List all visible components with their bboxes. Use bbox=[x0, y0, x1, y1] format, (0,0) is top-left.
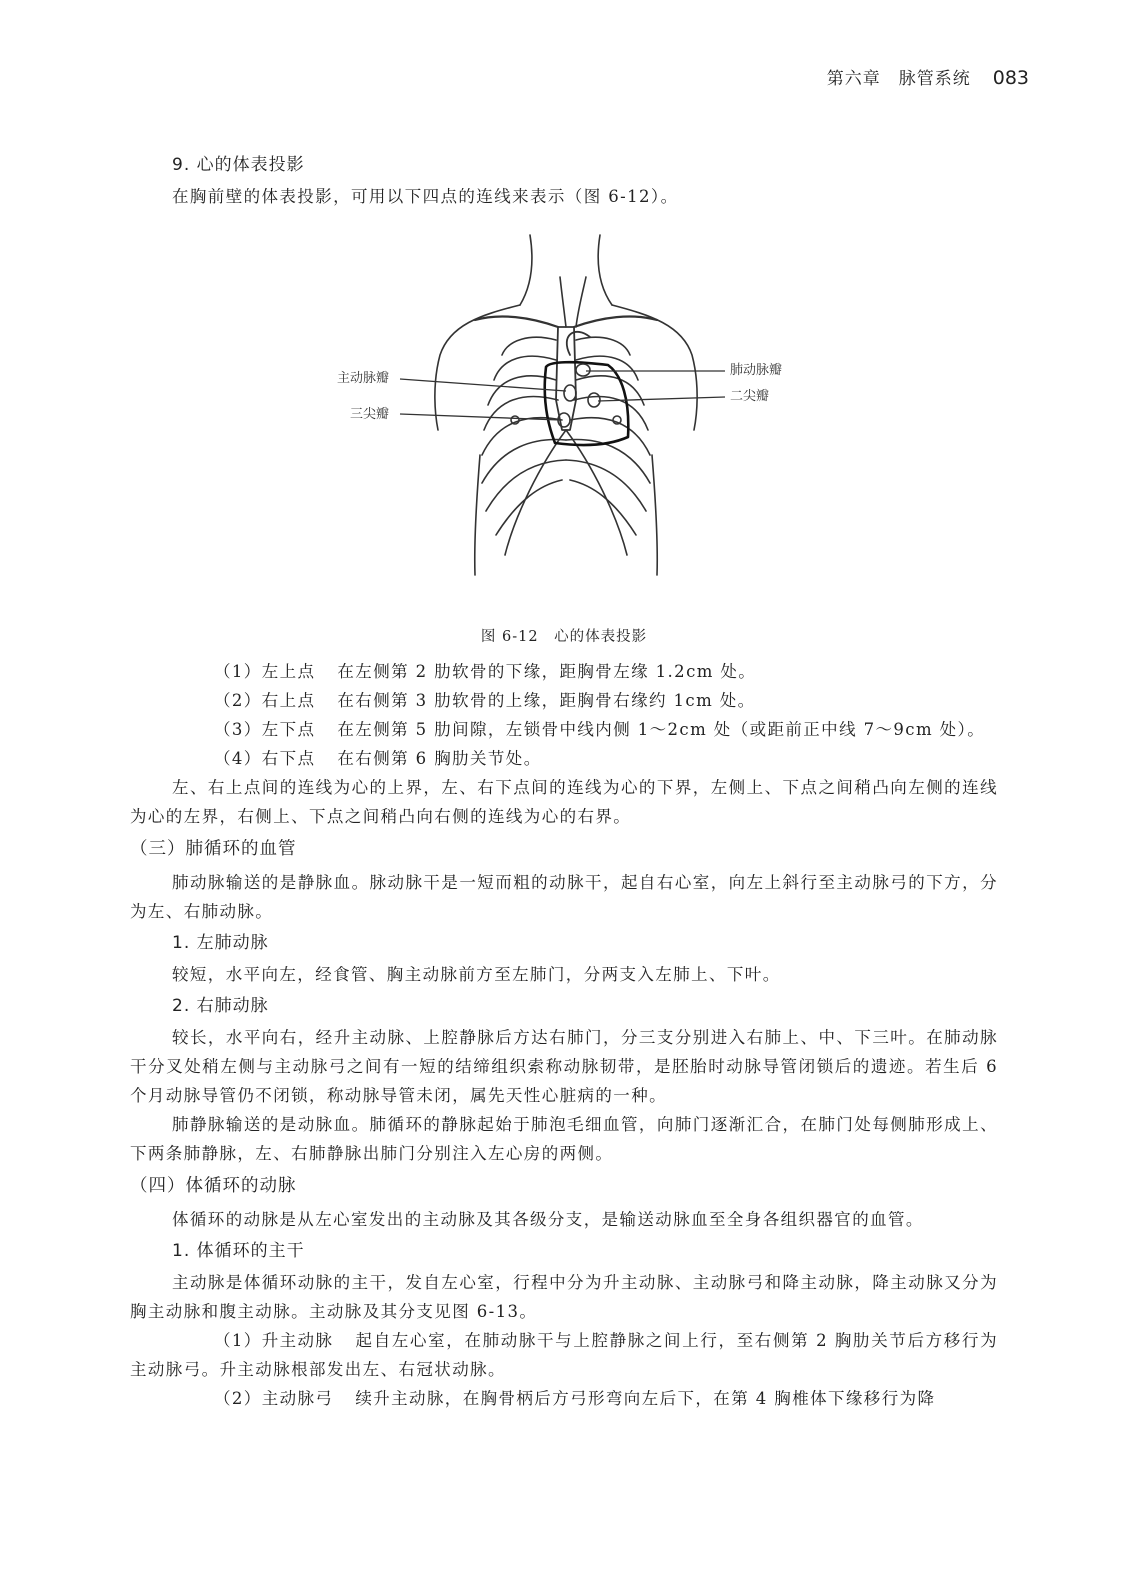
point-text: 在右侧第 6 胸肋关节处。 bbox=[337, 749, 542, 768]
section-heading-systemic-arteries: （四）体循环的动脉 bbox=[130, 1176, 297, 1196]
paragraph-right-pulmonary-artery: 较长，水平向右，经升主动脉、上腔静脉后方达右肺门，分三支分别进入右肺上、中、下三叶。在肺动脉干分叉处稍左侧与主动脉弓之间有一短的结缔组织索称动脉韧带，是胚胎时动脉导管闭锁后的遗迹。若生后 6 个月动脉导管仍不闭锁，称动脉导管未闭，属先天性心脏病的一种。 bbox=[130, 1028, 998, 1105]
figure-caption: 图 6-12 心的体表投影 bbox=[480, 629, 648, 645]
point-item bbox=[130, 715, 998, 744]
label-pulmonary-valve: 肺动脉瓣 bbox=[730, 363, 783, 378]
section-heading-surface-projection: 9. 心的体表投影 bbox=[172, 155, 305, 175]
aortic-valve-mark bbox=[564, 385, 576, 401]
mitral-valve-mark bbox=[588, 393, 600, 407]
left-clavicle bbox=[574, 316, 657, 327]
paragraph-intro: 在胸前壁的体表投影，可用以下四点的连线来表示（图 6-12）。 bbox=[172, 187, 679, 206]
term-label: （1）升主动脉 bbox=[214, 1331, 334, 1350]
ribs-left-side bbox=[566, 337, 650, 535]
point-item bbox=[130, 744, 998, 773]
term-label: （2）主动脉弓 bbox=[214, 1389, 334, 1408]
point-label: （4）右下点 bbox=[214, 749, 316, 768]
label-tricuspid-valve: 三尖瓣 bbox=[350, 407, 390, 422]
figure-6-12 bbox=[130, 215, 998, 625]
left-shoulder-outline bbox=[435, 305, 520, 430]
section-heading-pulmonary-vessels: （三）肺循环的血管 bbox=[130, 839, 297, 859]
subheading-left-pulmonary-artery: 1. 左肺动脉 bbox=[172, 933, 269, 953]
paragraph-aorta: 主动脉是体循环动脉的主干，发自左心室，行程中分为升主动脉、主动脉弓和降主动脉，降主动脉又分为胸主动脉和腹主动脉。主动脉及其分支见图 6-13。 bbox=[130, 1273, 998, 1321]
point-label: （1）左上点 bbox=[214, 662, 316, 681]
chapter-title: 第六章 脉管系统 bbox=[826, 69, 971, 89]
paragraph-aortic-arch bbox=[130, 1384, 998, 1413]
leader-aortic bbox=[400, 379, 566, 391]
point-label: （2）右上点 bbox=[214, 691, 316, 710]
neck-right-outline bbox=[598, 235, 612, 305]
label-mitral-valve: 二尖瓣 bbox=[730, 389, 770, 404]
pulmonary-valve-mark bbox=[576, 364, 590, 376]
page-content bbox=[130, 148, 998, 1413]
paragraph-systemic-arteries: 体循环的动脉是从左心室发出的主动脉及其各级分支，是输送动脉血至全身各组织器官的血管。 bbox=[172, 1210, 924, 1229]
aortic-arch bbox=[567, 332, 590, 355]
paragraph-heart-borders: 左、右上点间的连线为心的上界，左、右下点间的连线为心的下界，左侧上、下点之间稍凸向左侧的连线为心的左界，右侧上、下点之间稍凸向右侧的连线为心的右界。 bbox=[130, 778, 998, 826]
point-text: 在右侧第 3 肋软骨的上缘，距胸骨右缘约 1cm 处。 bbox=[337, 691, 756, 710]
right-clavicle bbox=[475, 316, 558, 327]
right-shoulder-outline bbox=[612, 305, 697, 430]
neck-left-outline bbox=[520, 235, 532, 305]
vessel-2 bbox=[576, 277, 586, 327]
trunk-left-outline bbox=[652, 455, 657, 575]
point-label: （3）左下点 bbox=[214, 720, 316, 739]
term-text: 续升主动脉，在胸骨柄后方弓形弯向左后下，在第 4 胸椎体下缘移行为降 bbox=[355, 1389, 936, 1408]
vessel-1 bbox=[560, 277, 566, 327]
running-header bbox=[827, 64, 1029, 89]
paragraph-pulmonary-veins: 肺静脉输送的是动脉血。肺循环的静脉起始于肺泡毛细血管，向肺门逐渐汇合，在肺门处每侧肺形成上、下两条肺静脉，左、右肺静脉出肺门分别注入左心房的两侧。 bbox=[130, 1115, 998, 1163]
page-number: 083 bbox=[992, 67, 1029, 89]
point-text: 在左侧第 5 肋间隙，左锁骨中线内侧 1～2cm 处（或距前正中线 7～9cm 处）。 bbox=[337, 720, 986, 739]
paragraph-left-pulmonary-artery: 较短，水平向左，经食管、胸主动脉前方至左肺门，分两支入左肺上、下叶。 bbox=[172, 965, 781, 984]
thorax-heart-diagram bbox=[130, 215, 998, 625]
paragraph-ascending-aorta bbox=[130, 1326, 998, 1384]
point-text: 在左侧第 2 肋软骨的下缘，距胸骨左缘 1.2cm 处。 bbox=[337, 662, 757, 681]
subheading-systemic-trunk: 1. 体循环的主干 bbox=[172, 1241, 305, 1261]
label-aortic-valve: 主动脉瓣 bbox=[337, 371, 390, 386]
point-item bbox=[130, 657, 998, 686]
point-item bbox=[130, 686, 998, 715]
trunk-right-outline bbox=[475, 455, 480, 575]
paragraph-pulmonary-artery: 肺动脉输送的是静脉血。脉动脉干是一短而粗的动脉干，起自右心室，向左上斜行至主动脉弓的下方，分为左、右肺动脉。 bbox=[130, 873, 998, 921]
term-text: 起自左心室，在肺动脉干与上腔静脉之间上行，至右侧第 2 胸肋关节后方移行为主动脉弓。升主动脉根部发出左、右冠状动脉。 bbox=[130, 1331, 998, 1379]
subheading-right-pulmonary-artery: 2. 右肺动脉 bbox=[172, 996, 269, 1016]
